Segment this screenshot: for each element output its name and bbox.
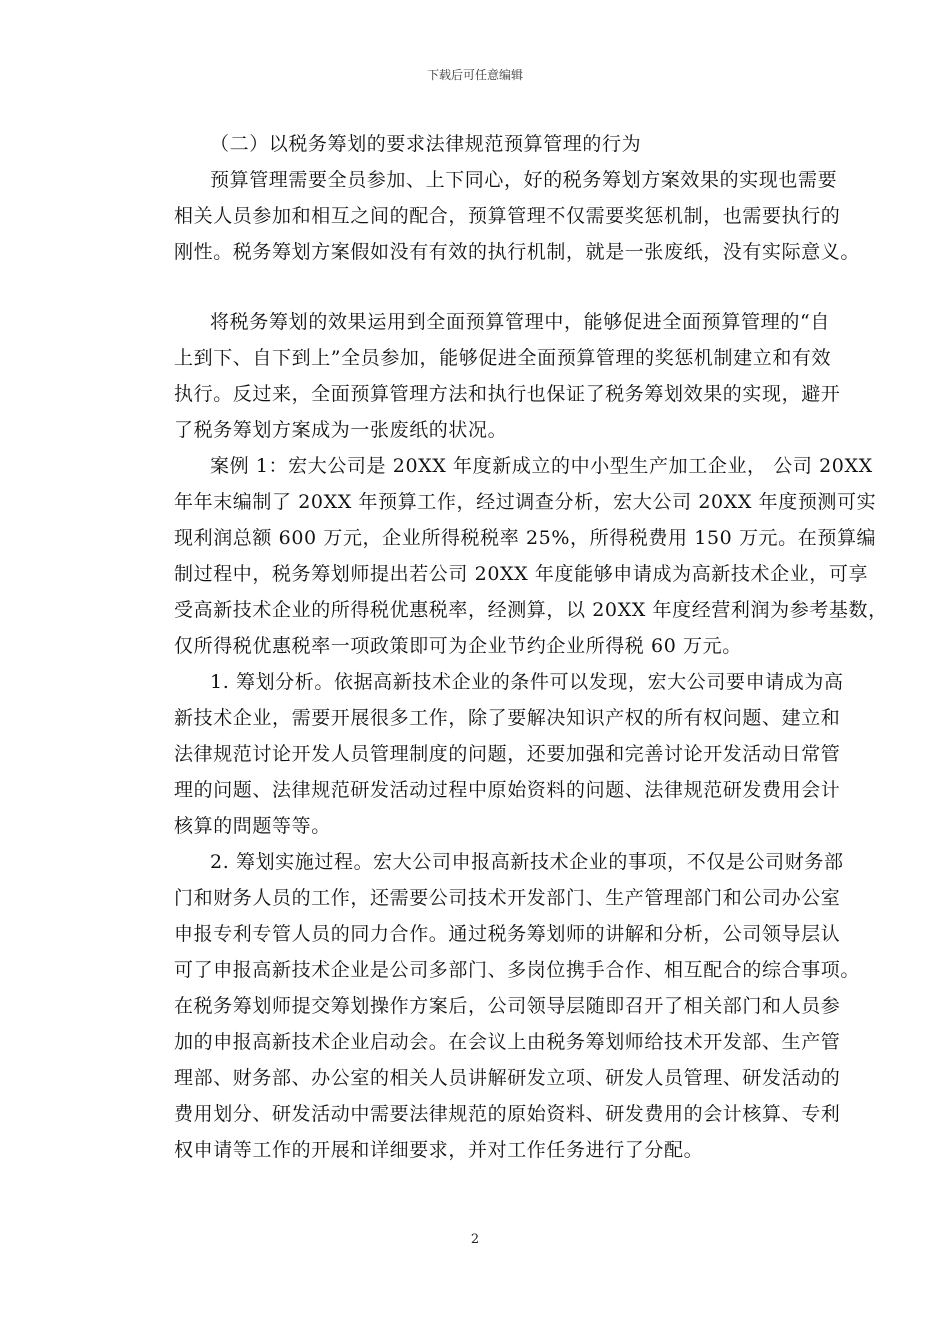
paragraph-line: 上到下、自下到上”全员参加，能够促进全面预算管理的奖惩机制建立和有效 xyxy=(174,347,832,369)
paragraph-line: 将税务筹划的效果运用到全面预算管理中，能够促进全面预算管理的“自 xyxy=(210,311,830,333)
page-header: 下载后可任意编辑 xyxy=(426,68,523,82)
paragraph-gap xyxy=(174,270,830,304)
paragraph-line: 年年末编制了 20XX 年预算工作，经过调查分析，宏大公司 20XX 年度预测可实 xyxy=(174,491,877,513)
paragraph-line: 加的申报高新技术企业启动会。在会议上由税务筹划师给技术开发部、生产管 xyxy=(174,1031,841,1053)
paragraph-line: 可了申报高新技术企业是公司多部门、多岗位携手合作、相互配合的综合事项。 xyxy=(174,959,861,981)
paragraph-line: 门和财务人员的工作，还需要公司技术开发部门、生产管理部门和公司办公室 xyxy=(174,887,841,909)
page-number: 2 xyxy=(470,1232,480,1247)
paragraph-line: 受高新技术企业的所得税优惠税率，经测算，以 20XX 年度经营利润为参考基数， xyxy=(174,599,888,621)
paragraph-line: 刚性。税务筹划方案假如没有有效的执行机制，就是一张废纸，没有实际意义。 xyxy=(174,241,861,263)
paragraph-line: 相关人员参加和相互之间的配合，预算管理不仅需要奖惩机制，也需要执行的 xyxy=(174,205,841,227)
document-body xyxy=(174,126,888,1168)
paragraph-line: 制过程中，税务筹划师提出若公司 20XX 年度能够申请成为高新技术企业，可享 xyxy=(174,563,869,585)
paragraph-line: 费用划分、研发活动中需要法律规范的原始资料、研发费用的会计核算、专利 xyxy=(174,1103,841,1125)
paragraph-line: 申报专利专管人员的同力合作。通过税务筹划师的讲解和分析，公司领导层认 xyxy=(174,923,841,945)
paragraph-line: 执行。反过来，全面预算管理方法和执行也保证了税务筹划效果的实现，避开 xyxy=(174,383,841,405)
paragraph-line: 现利润总额 600 万元，企业所得税税率 25%，所得税费用 150 万元。在预算编 xyxy=(174,527,877,549)
paragraph-line: 案例 1：宏大公司是 20XX 年度新成立的中小型生产加工企业， 公司 20XX xyxy=(210,455,873,477)
paragraph-line: 2. 筹划实施过程。宏大公司申报高新技术企业的事项，不仅是公司财务部 xyxy=(210,851,844,873)
paragraph-line: 预算管理需要全员参加、上下同心，好的税务筹划方案效果的实现也需要 xyxy=(210,169,838,191)
paragraph-line: 理的问题、法律规范研发活动过程中原始资料的问题、法律规范研发费用会计 xyxy=(174,779,841,801)
paragraph-line: 权申请等工作的开展和详细要求，并对工作任务进行了分配。 xyxy=(174,1139,704,1161)
paragraph-line: 1. 筹划分析。依据高新技术企业的条件可以发现，宏大公司要申请成为高 xyxy=(210,671,844,693)
paragraph-line: 理部、财务部、办公室的相关人员讲解研发立项、研发人员管理、研发活动的 xyxy=(174,1067,841,1089)
paragraph-line: 核算的問题等等。 xyxy=(174,815,331,837)
paragraph-line: 法律规范讨论开发人员管理制度的问题，还要加强和完善讨论开发活动日常管 xyxy=(174,743,841,765)
paragraph-line: 在税务筹划师提交筹划操作方案后，公司领导层随即召开了相关部门和人员参 xyxy=(174,995,841,1017)
paragraph-line: 新技术企业，需要开展很多工作，除了要解决知识产权的所有权问题、建立和 xyxy=(174,707,841,729)
section-heading: （二）以税务筹划的要求法律规范预算管理的行为 xyxy=(210,133,642,155)
paragraph-line: 仅所得税优惠税率一项政策即可为企业节约企业所得税 60 万元。 xyxy=(174,635,742,657)
paragraph-line: 了税务筹划方案成为一张废纸的状况。 xyxy=(174,419,508,441)
